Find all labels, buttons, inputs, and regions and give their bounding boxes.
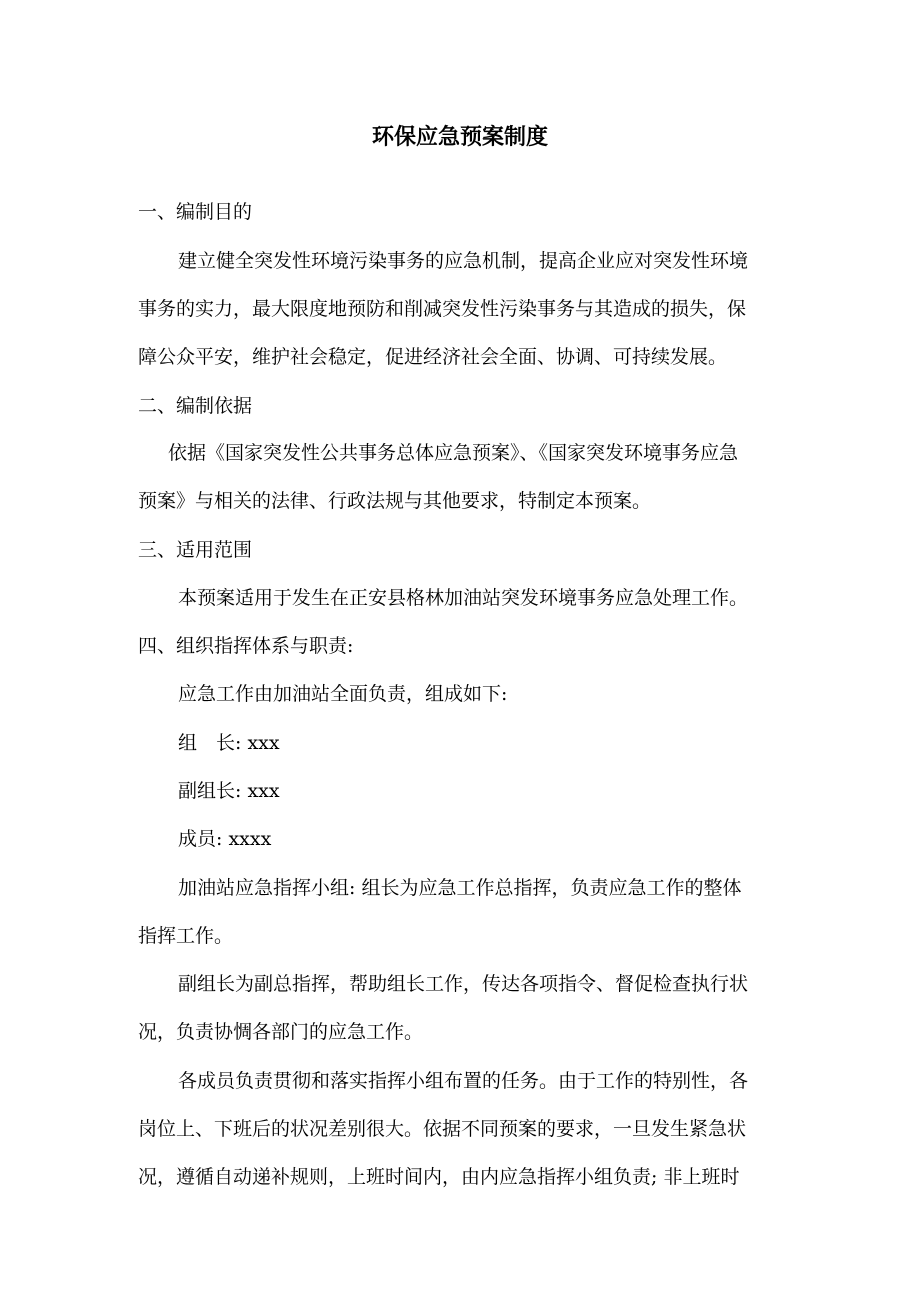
document-title: 环保应急预案制度 bbox=[371, 125, 548, 150]
deputy-leader-line: 副组长: xxx bbox=[178, 780, 280, 802]
paragraph-line: 应急工作由加油站全面负责，组成如下: bbox=[178, 683, 508, 705]
members-line: 成员: xxxx bbox=[178, 828, 272, 850]
paragraph-line: 建立健全突发性环境污染事务的应急机制，提高企业应对突发性环境 bbox=[178, 250, 749, 272]
paragraph-line: 本预案适用于发生在正安县格林加油站突发环境事务应急处理工作。 bbox=[178, 587, 749, 609]
paragraph-line: 预案》与相关的法律、行政法规与其他要求，特制定本预案。 bbox=[138, 490, 652, 512]
paragraph-line: 岗位上、下班后的状况差别很大。依据不同预案的要求，一旦发生紧急状 bbox=[138, 1118, 747, 1140]
paragraph-line: 指挥工作。 bbox=[138, 925, 234, 947]
section-heading-purpose: 一、编制目的 bbox=[138, 201, 253, 223]
paragraph-line: 副组长为副总指挥，帮助组长工作，传达各项指令、督促检查执行状 bbox=[178, 973, 749, 995]
paragraph-line: 障公众平安，维护社会稳定，促进经济社会全面、协调、可持续发展。 bbox=[138, 346, 728, 368]
paragraph-line: 事务的实力，最大限度地预防和削减突发性污染事务与其造成的损失，保 bbox=[138, 298, 747, 320]
section-heading-organization: 四、组织指挥体系与职责: bbox=[138, 635, 354, 657]
paragraph-line: 况，遵循自动递补规则，上班时间内，由内应急指挥小组负责; 非上班时 bbox=[138, 1166, 740, 1188]
paragraph-line: 各成员负责贯彻和落实指挥小组布置的任务。由于工作的特别性，各 bbox=[178, 1070, 749, 1092]
paragraph-line: 加油站应急指挥小组: 组长为应急工作总指挥，负责应急工作的整体 bbox=[178, 877, 742, 899]
section-heading-scope: 三、适用范围 bbox=[138, 539, 253, 561]
paragraph-line: 依据《国家突发性公共事务总体应急预案》、《国家突发环境事务应急 bbox=[168, 442, 739, 464]
leader-line: 组 长: xxx bbox=[178, 732, 280, 754]
paragraph-line: 况，负责协惆各部门的应急工作。 bbox=[138, 1021, 424, 1043]
section-heading-basis: 二、编制依据 bbox=[138, 395, 253, 417]
